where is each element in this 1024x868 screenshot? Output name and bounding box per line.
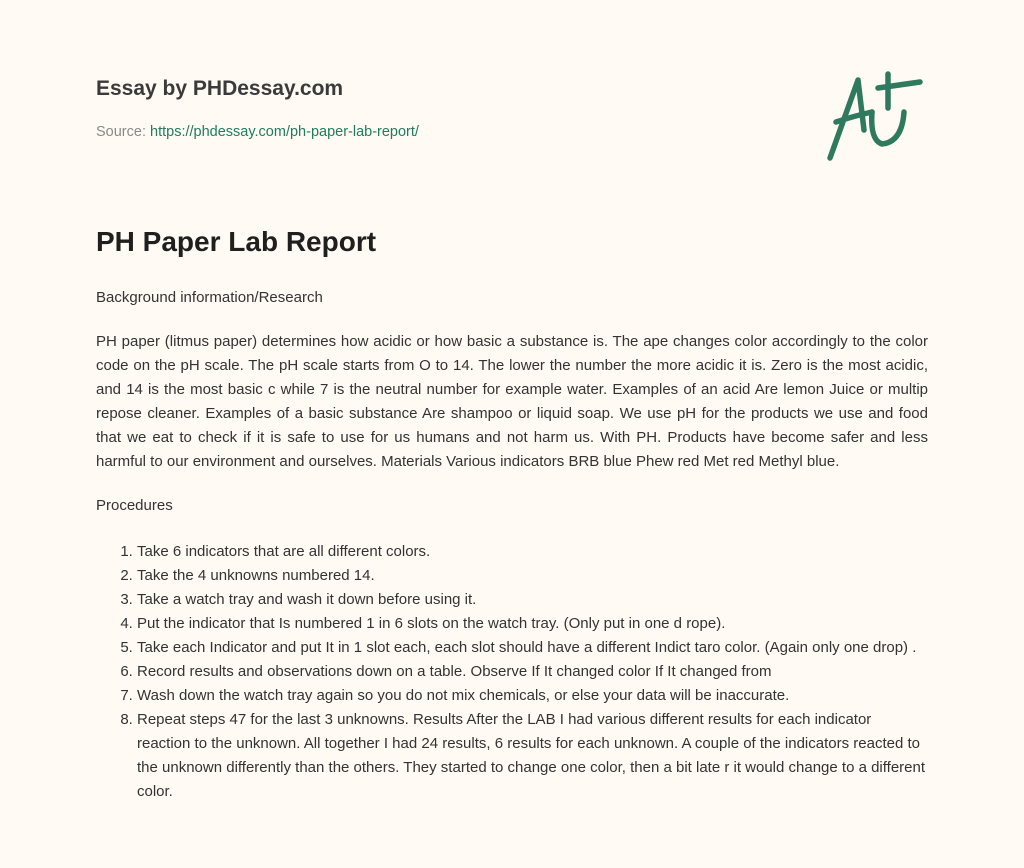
source-label: Source:	[96, 124, 146, 140]
list-item: 4. Put the indicator that Is numbered 1 in 6 slots on the watch tray. (Only put in one d rope).	[137, 612, 928, 636]
list-item: 6. Record results and observations down on a table. Observe If It changed color If It changed from	[137, 660, 928, 684]
a-plus-logo-icon	[820, 68, 930, 164]
list-item: 5. Take each Indicator and put It in 1 slot each, each slot should have a different Indict taro color. (Again only one drop) .	[137, 636, 928, 660]
list-item: 1. Take 6 indicators that are all different colors.	[137, 540, 928, 564]
source-link[interactable]: https://phdessay.com/ph-paper-lab-report/	[150, 124, 419, 140]
list-item: 3. Take a watch tray and wash it down before using it.	[137, 588, 928, 612]
page-title: PH Paper Lab Report	[96, 226, 377, 257]
section-heading-background: Background information/Research	[96, 289, 323, 306]
site-title: Essay by PHDessay.com	[96, 77, 344, 100]
list-item: 8. Repeat steps 47 for the last 3 unknowns. Results After the LAB I had various different results for each indicator reaction to the unknown. All together I had 24 results, 6 results for each unknown. A couple of the indicators reacted to the unknown differently than the others. They started to change one color, then a bit late r it would change to a different color.	[137, 708, 928, 804]
procedure-steps-list	[96, 540, 928, 804]
section-heading-procedures: Procedures	[96, 497, 173, 514]
list-item: 2. Take the 4 unknowns numbered 14.	[137, 564, 928, 588]
list-item: 7. Wash down the watch tray again so you do not mix chemicals, or else your data will be inaccurate.	[137, 684, 928, 708]
paragraph-background: PH paper (litmus paper) determines how acidic or how basic a substance is. The ape changes color accordingly to the color code on the pH scale. The pH scale starts from O to 14. The lower the number the more acidic it is. Zero is the most acidic, and 14 is the most basic c while 7 is the neutral number for example water. Examples of an acid Are lemon Juice or multip repose cleaner. Examples of a basic substance Are shampoo or liquid soap. We use pH for the products we use and food that we eat to check if it is safe to use for us humans and not harm us. With PH. Products have become safer and less harmful to our environment and ourselves. Materials Various indicators BRB blue Phew red Met red Methyl blue.	[96, 333, 928, 470]
source-line	[96, 124, 419, 140]
article-body	[96, 286, 928, 804]
